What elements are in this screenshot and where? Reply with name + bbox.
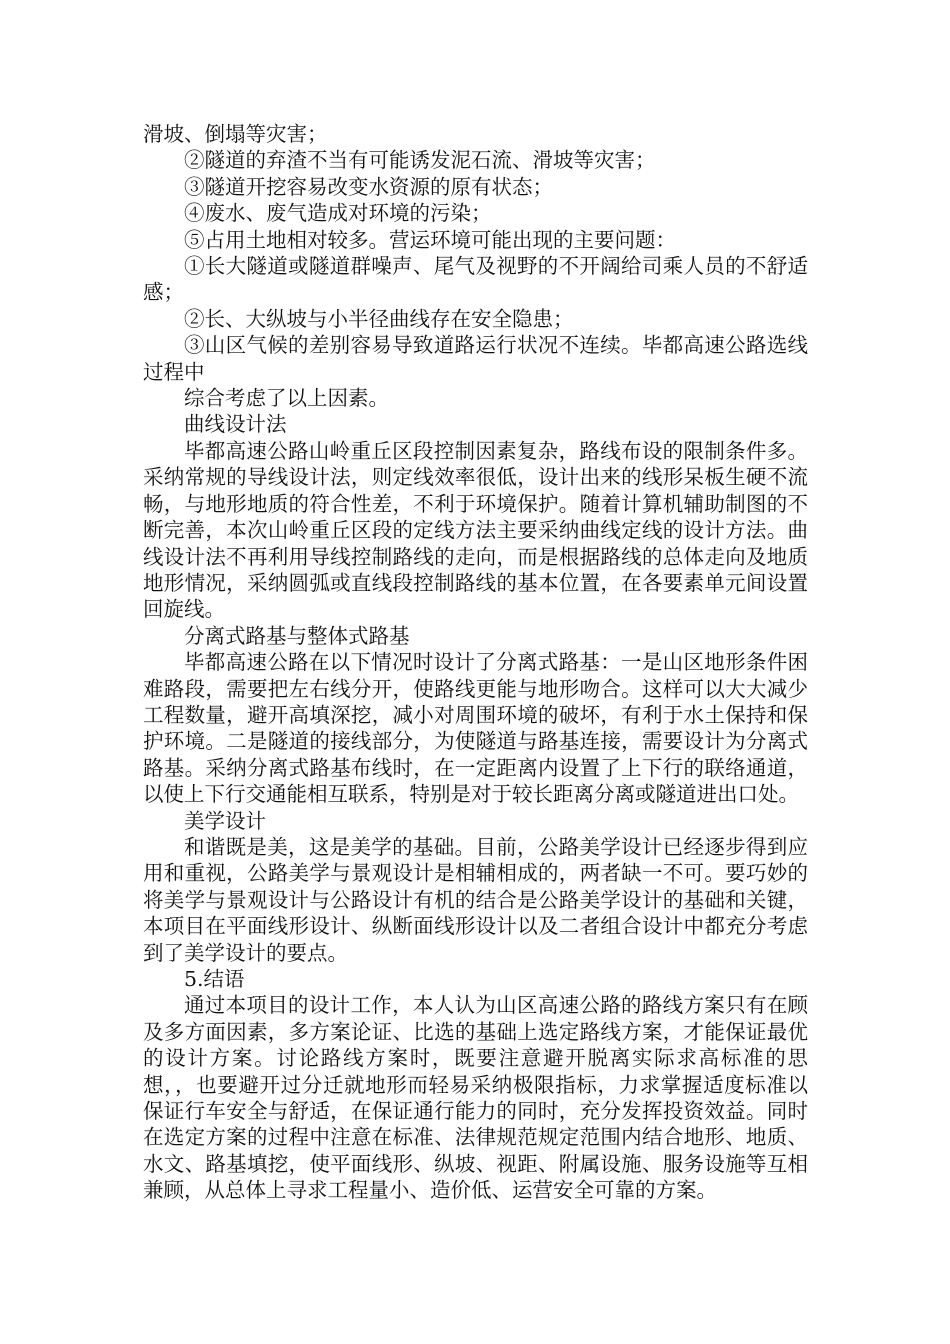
section-heading-conclusion: 5.结语 [184,967,245,991]
list-item-construction-4: ④废水、废气造成对环境的污染； [184,201,492,226]
list-item-operation-3: ③山区气候的差别容易导致道路运行状况不连续。毕都高速公路选线过程中 [143,333,808,384]
list-item-construction-3: ③隧道开挖容易改变水资源的原有状态； [184,174,553,199]
section-heading-aesthetics: 美学设计 [184,808,266,833]
document-page [143,121,808,1204]
paragraph-continuation: 滑坡、倒塌等灾害； [143,122,328,146]
list-item-construction-5: ⑤占用土地相对较多。营运环境可能出现的主要问题： [184,227,676,252]
list-item-operation-1: ①长大隧道或隧道群噪声、尾气及视野的不开阔给司乘人员的不舒适感； [143,254,808,305]
paragraph-curve-design: 毕都高速公路山岭重丘区段控制因素复杂，路线布设的限制条件多。采纳常规的导线设计法，则定线效率很低，设计出来的线形呆板生硬不流畅，与地形地质的符合性差，不利于环境保护。随着计算机辅助制图的不断完善，本次山岭重丘区段的定线方法主要采纳曲线定线的设计方法。曲线设计法不再利用导线控制路线的走向，而是根据路线的总体走向及地质地形情况，采纳圆弧或直线段控制路线的基本位置，在各要素单元间设置回旋线。 [143,438,808,622]
section-heading-curve-design: 曲线设计法 [184,412,287,437]
paragraph-summary: 综合考虑了以上因素。 [184,386,389,411]
list-item-operation-2: ②长、大纵坡与小半径曲线存在安全隐患； [184,306,574,331]
paragraph-subgrade: 毕都高速公路在以下情况时设计了分离式路基：一是山区地形条件困难路段，需要把左右线分开，使路线更能与地形吻合。这样可以大大减少工程数量，避开高填深挖，减小对周围环境的破坏，有利于水土保持和保护环境。二是隧道的接线部分，为使隧道与路基连接，需要设计为分离式路基。采纳分离式路基布线时，在一定距离内设置了上下行的联络通道，以使上下行交通能相互联系，特别是对于较长距离分离或隧道进出口处。 [143,650,808,807]
paragraph-conclusion: 通过本项目的设计工作，本人认为山区高速公路的路线方案只有在顾及多方面因素，多方案论证、比选的基础上选定路线方案，才能保证最优的设计方案。讨论路线方案时，既要注意避开脱离实际求高标准的思想，，也要避开过分迁就地形而轻易采纳极限指标，力求掌握适度标准以保证行车安全与舒适，在保证通行能力的同时，充分发挥投资效益。同时在选定方案的过程中注意在标准、法律规范规定范围内结合地形、地质、水文、路基填挖，使平面线形、纵坡、视距、附属设施、服务设施等互相兼顾，从总体上寻求工程量小、造价低、运营安全可靠的方案。 [143,993,808,1203]
paragraph-aesthetics: 和谐既是美，这是美学的基础。目前，公路美学设计已经逐步得到应用和重视，公路美学与景观设计是相辅相成的，两者缺一不可。要巧妙的将美学与景观设计与公路设计有机的结合是公路美学设计的基础和关键，本项目在平面线形设计、纵断面线形设计以及二者组合设计中都充分考虑到了美学设计的要点。 [143,834,808,965]
list-item-construction-2: ②隧道的弃渣不当有可能诱发泥石流、滑坡等灾害； [184,148,656,173]
section-heading-subgrade: 分离式路基与整体式路基 [184,623,410,648]
